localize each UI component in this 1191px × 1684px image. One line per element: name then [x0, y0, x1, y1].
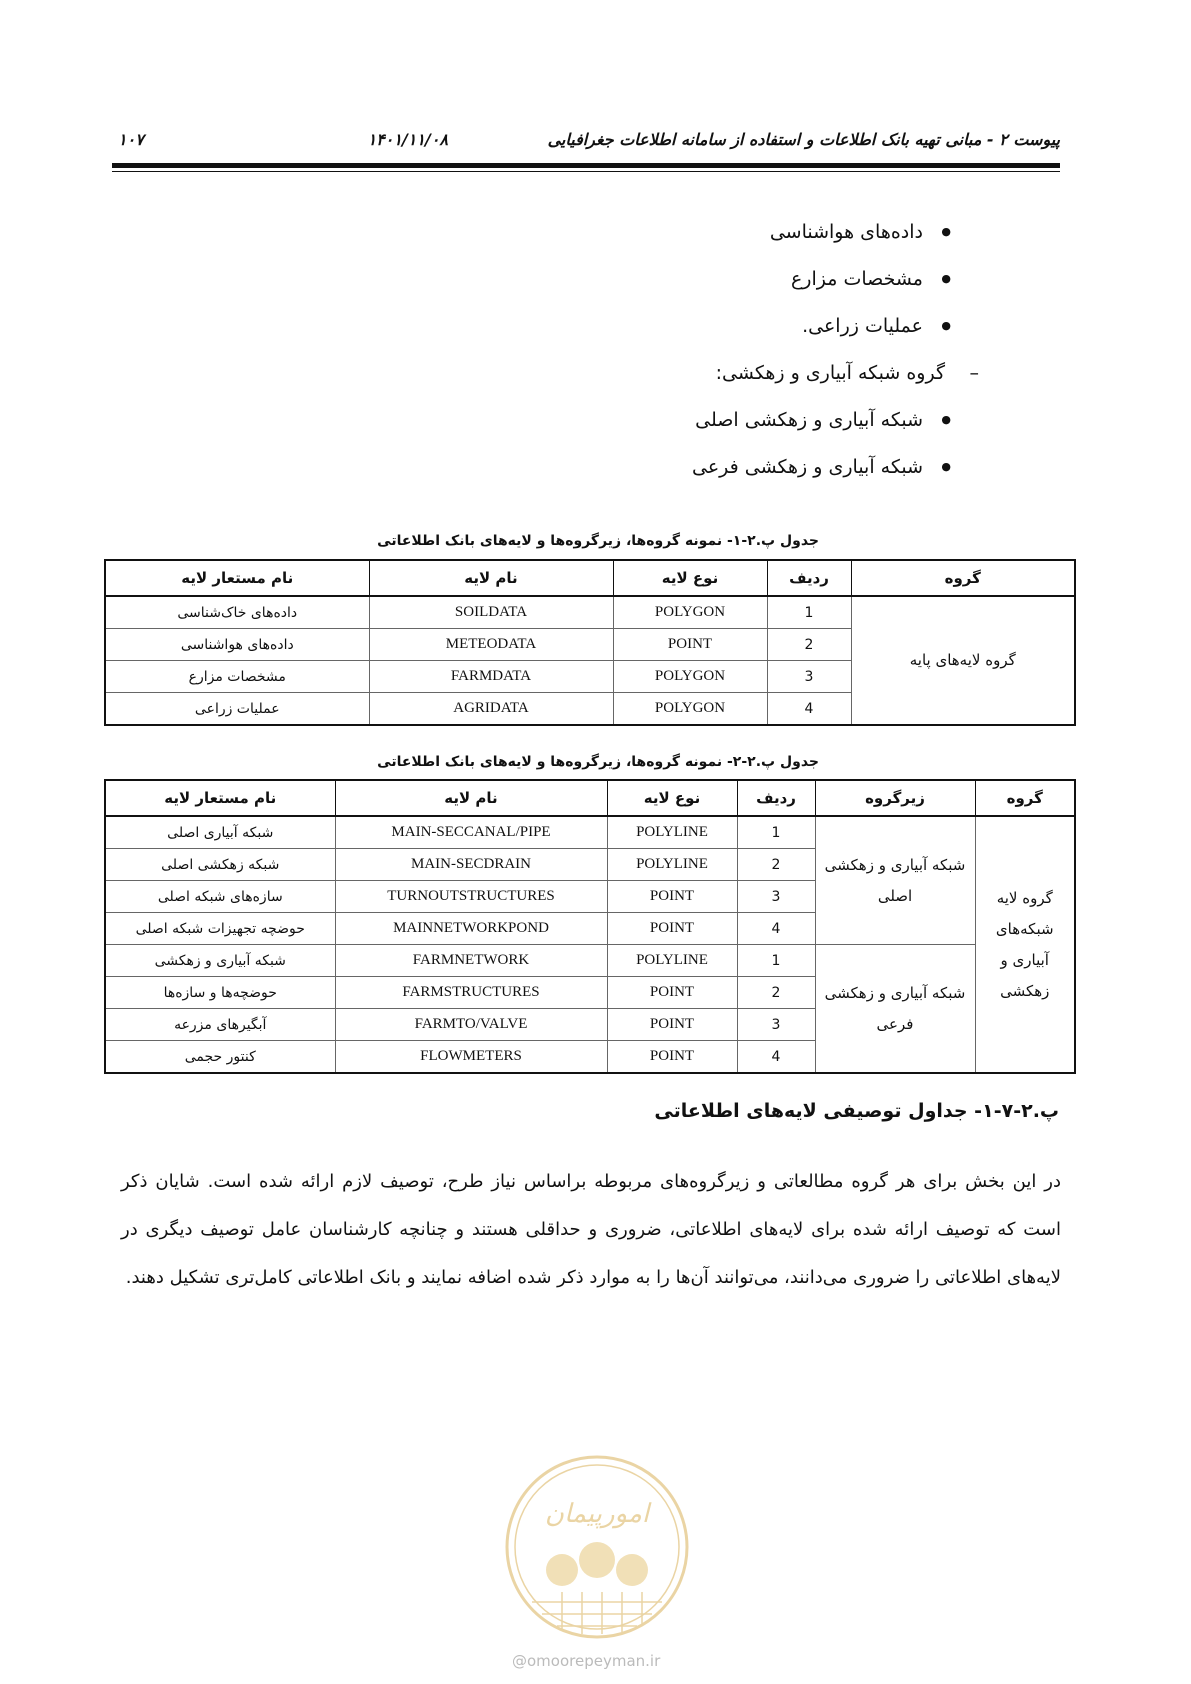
cell-type: POLYGON: [613, 661, 767, 693]
header-alias: نام مستعار لایه: [105, 560, 369, 596]
cell-name: AGRIDATA: [369, 693, 613, 726]
header-type: نوع لایه: [607, 780, 737, 816]
cell-type: POLYLINE: [607, 816, 737, 849]
cell-alias: مشخصات مزارع: [105, 661, 369, 693]
table-header-row: [105, 780, 1075, 816]
cell-name: MAINNETWORKPOND: [335, 913, 607, 945]
cell-name: FARMSTRUCTURES: [335, 977, 607, 1009]
cell-type: POINT: [607, 913, 737, 945]
cell-row: 1: [767, 596, 851, 629]
header-group: گروه: [851, 560, 1075, 596]
cell-alias: شبکه آبیاری اصلی: [105, 816, 335, 849]
cell-row: 4: [767, 693, 851, 726]
cell-row: 1: [737, 945, 815, 977]
list-item-heading: – گروه شبکه آبیاری و زهکشی:: [431, 359, 979, 406]
page-header: [112, 130, 1060, 154]
header-row: ردیف: [767, 560, 851, 596]
header-type: نوع لایه: [613, 560, 767, 596]
cell-row: 3: [737, 1009, 815, 1041]
list-item: ● مشخصات مزارع: [431, 265, 951, 312]
subgroup-cell-sub: شبکه آبیاری و زهکشی فرعی: [815, 945, 975, 1074]
cell-row: 2: [737, 849, 815, 881]
cell-row: 2: [737, 977, 815, 1009]
header-subgroup: زیرگروه: [815, 780, 975, 816]
table2: [104, 779, 1076, 1074]
list-item: ● شبکه آبیاری و زهکشی اصلی: [431, 406, 951, 453]
header-date: ۱۴۰۱/۱۱/۰۸: [367, 130, 448, 149]
cell-name: TURNOUTSTRUCTURES: [335, 881, 607, 913]
subgroup-cell-main: شبکه آبیاری و زهکشی اصلی: [815, 816, 975, 945]
table1-caption: جدول پ.۲-۱- نمونه گروه‌ها، زیرگروه‌ها و لایه‌های بانک اطلاعاتی: [377, 533, 819, 549]
cell-row: 1: [737, 816, 815, 849]
cell-row: 4: [737, 1041, 815, 1074]
cell-type: POLYLINE: [607, 945, 737, 977]
table-header-row: [105, 560, 1075, 596]
cell-type: POINT: [607, 1041, 737, 1074]
cell-alias: عملیات زراعی: [105, 693, 369, 726]
watermark-url: @omoorepeyman.ir: [512, 1652, 661, 1670]
body-paragraph: در این بخش برای هر گروه مطالعاتی و زیرگروه‌های مربوطه براساس نیاز طرح، توصیف لازم ارائه شده است. شایان ذکر است که توصیف ارائه شده برای لایه‌های اطلاعاتی، ضروری و حداقلی هستند و چنانچه کارشناسان عامل توصیف دیگری در لایه‌های اطلاعاتی را ضروری می‌دانند، می‌توانند آن‌ها را به موارد ذکر شده اضافه نمایند و بانک اطلاعاتی کامل‌تری تشکیل دهند.: [121, 1171, 1061, 1288]
table1: [104, 559, 1076, 726]
watermark-logo: [502, 1452, 692, 1642]
header-alias: نام مستعار لایه: [105, 780, 335, 816]
cell-name: MAIN-SECCANAL/PIPE: [335, 816, 607, 849]
header-rule-thin: [112, 171, 1060, 172]
header-group: گروه: [975, 780, 1075, 816]
cell-alias: شبکه آبیاری و زهکشی: [105, 945, 335, 977]
cell-alias: حوضچه تجهیزات شبکه اصلی: [105, 913, 335, 945]
list-item: ● عملیات زراعی.: [431, 312, 951, 359]
cell-alias: حوضچه‌ها و سازه‌ها: [105, 977, 335, 1009]
cell-type: POINT: [607, 1009, 737, 1041]
table-row: [105, 945, 1075, 977]
table-row: [105, 816, 1075, 849]
cell-name: SOILDATA: [369, 596, 613, 629]
cell-type: POINT: [613, 629, 767, 661]
cell-row: 4: [737, 913, 815, 945]
list-item: ● داده‌های هواشناسی: [431, 218, 951, 265]
cell-alias: کنتور حجمی: [105, 1041, 335, 1074]
cell-name: FARMDATA: [369, 661, 613, 693]
cell-alias: شبکه زهکشی اصلی: [105, 849, 335, 881]
cell-alias: داده‌های هواشناسی: [105, 629, 369, 661]
cell-row: 3: [737, 881, 815, 913]
cell-row: 2: [767, 629, 851, 661]
cell-alias: سازه‌های شبکه اصلی: [105, 881, 335, 913]
cell-type: POINT: [607, 881, 737, 913]
cell-name: MAIN-SECDRAIN: [335, 849, 607, 881]
cell-alias: آبگیرهای مزرعه: [105, 1009, 335, 1041]
section-title: پ.۲-۷-۱- جداول توصیفی لایه‌های اطلاعاتی: [654, 1100, 1059, 1122]
cell-name: FARMNETWORK: [335, 945, 607, 977]
cell-row: 3: [767, 661, 851, 693]
header-row: ردیف: [737, 780, 815, 816]
group-cell: گروه لایه‌های پایه: [851, 596, 1075, 725]
watermark-logo-text: امورپیمان: [544, 1499, 650, 1529]
list-item: ● شبکه آبیاری و زهکشی فرعی: [431, 453, 951, 500]
header-name: نام لایه: [335, 780, 607, 816]
page-number: ۱۰۷: [118, 130, 144, 149]
group-cell: گروه لایه شبکه‌های آبیاری و زهکشی: [975, 816, 1075, 1073]
header-name: نام لایه: [369, 560, 613, 596]
table-row: [105, 596, 1075, 629]
cell-type: POLYGON: [613, 693, 767, 726]
cell-name: FLOWMETERS: [335, 1041, 607, 1074]
cell-name: FARMTO/VALVE: [335, 1009, 607, 1041]
header-title: پیوست ۲ - مبانی تهیه بانک اطلاعات و استفاده از سامانه اطلاعات جغرافیایی: [547, 130, 1060, 149]
header-rule-thick: [112, 163, 1060, 168]
table2-caption: جدول پ.۲-۲- نمونه گروه‌ها، زیرگروه‌ها و لایه‌های بانک اطلاعاتی: [377, 754, 819, 770]
cell-type: POLYLINE: [607, 849, 737, 881]
cell-alias: داده‌های خاک‌شناسی: [105, 596, 369, 629]
cell-type: POINT: [607, 977, 737, 1009]
bullet-list: [431, 218, 951, 500]
cell-type: POLYGON: [613, 596, 767, 629]
cell-name: METEODATA: [369, 629, 613, 661]
